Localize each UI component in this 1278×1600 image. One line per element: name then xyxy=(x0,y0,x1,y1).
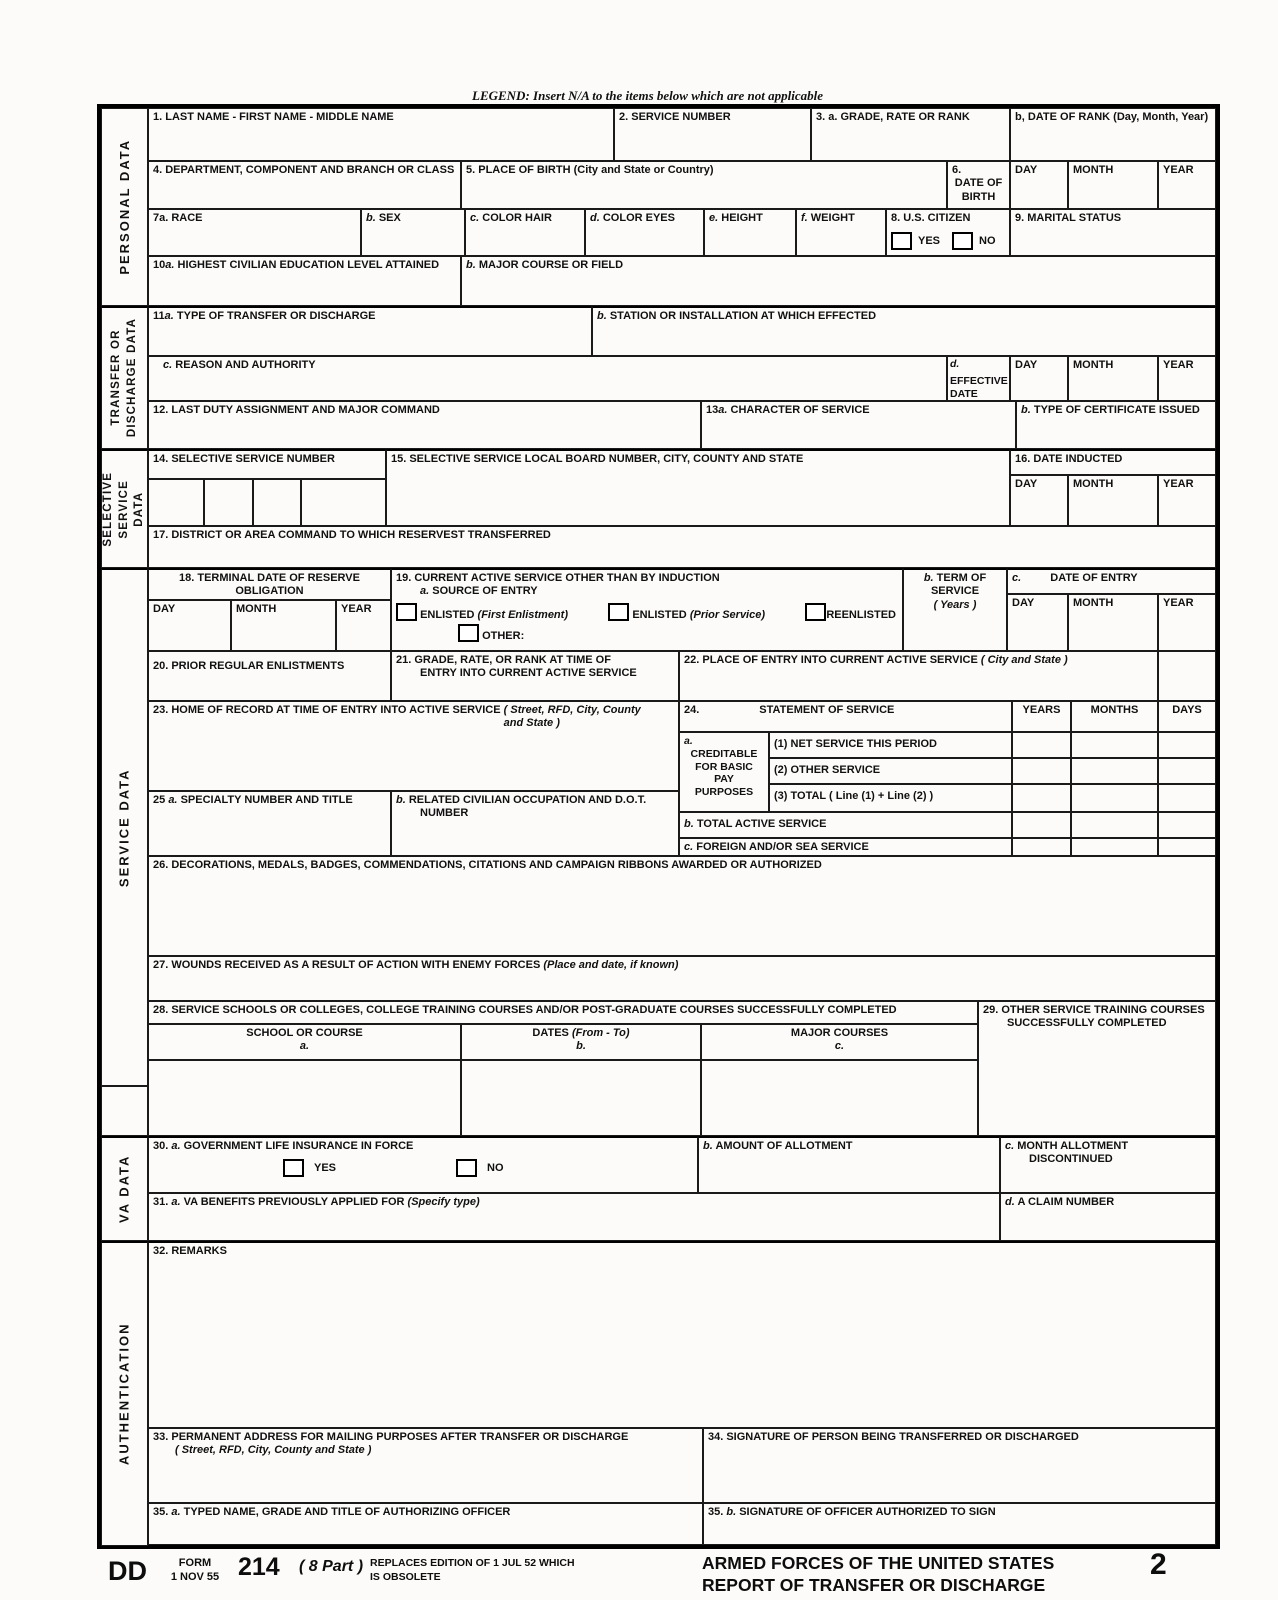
field-sex[interactable] xyxy=(361,209,465,256)
field-current-active-service xyxy=(391,568,903,651)
total-years-cell[interactable] xyxy=(1012,784,1071,812)
form-part-count: ( 8 Part ) xyxy=(299,1558,364,1575)
field-date-of-birth-num: 6. xyxy=(952,164,962,176)
statement-days-header: DAYS xyxy=(1158,701,1216,732)
section-label-transfer-discharge-data: TRANSFER OR DISCHARGE DATA xyxy=(101,306,148,449)
form-title: ARMED FORCES OF THE UNITED STATES REPORT OF TRANSFER OR DISCHARGE xyxy=(702,1553,1055,1595)
field-month-allotment-discontinued[interactable] xyxy=(1000,1136,1216,1193)
field-race-label: 7a. RACE xyxy=(153,212,203,224)
field-va-benefits-label: 31. a. VA BENEFITS PREVIOUSLY APPLIED FOR (Specify type) xyxy=(153,1196,480,1208)
terminal-year-cell[interactable] xyxy=(336,600,391,651)
foreign-sea-years-cell[interactable] xyxy=(1012,838,1071,856)
inducted-month-cell[interactable] xyxy=(1068,475,1158,526)
field-typed-name-authorizing-officer[interactable] xyxy=(148,1503,703,1545)
citizen-yes-label: YES xyxy=(918,234,941,247)
terminal-day-cell[interactable] xyxy=(148,600,231,651)
field-service-schools-label: 28. SERVICE SCHOOLS OR COLLEGES, COLLEGE TRAINING COURSES AND/OR POST-GRADUATE COURSES SUCCESSFULLY COMPLETED xyxy=(153,1004,897,1016)
inducted-year-label: YEAR xyxy=(1163,478,1194,490)
field-home-record-label: 23. HOME OF RECORD AT TIME OF ENTRY INTO ACTIVE SERVICE ( Street, RFD, City, County and State ) xyxy=(153,704,641,730)
statement-creditable-cell: a. CREDITABLE FOR BASIC PAY PURPOSES xyxy=(679,732,769,812)
field-month-discontinued-label: c. MONTH ALLOTMENT DISCONTINUED xyxy=(1005,1140,1129,1166)
field-other-service-training[interactable] xyxy=(978,1001,1216,1136)
field-service-number-label: 2. SERVICE NUMBER xyxy=(619,111,731,123)
field-station-label: b. STATION OR INSTALLATION AT WHICH EFFECTED xyxy=(597,310,877,322)
field-height-label: e. HEIGHT xyxy=(709,212,763,224)
field-reason-label: c. REASON AND AUTHORITY xyxy=(163,359,316,371)
field-dot-label: b. RELATED CIVILIAN OCCUPATION AND D.O.T. NUMBER xyxy=(396,794,647,820)
statement-other-service-label: (2) OTHER SERVICE xyxy=(769,758,1012,784)
field-date-inducted-label-cell xyxy=(1010,449,1216,475)
other-label: OTHER: xyxy=(482,630,525,643)
field-19-label: 19. CURRENT ACTIVE SERVICE OTHER THAN BY INDUCTION xyxy=(396,572,720,584)
inducted-day-label: DAY xyxy=(1015,478,1038,490)
field-height[interactable] xyxy=(704,209,796,256)
field-place-entry-label: 22. PLACE OF ENTRY INTO CURRENT ACTIVE SERVICE ( City and State ) xyxy=(684,654,1068,666)
field-last-duty-label: 12. LAST DUTY ASSIGNMENT AND MAJOR COMMAND xyxy=(153,404,440,416)
field-highest-civilian-education[interactable] xyxy=(148,256,461,306)
total-active-years-cell[interactable] xyxy=(1012,812,1071,838)
statement-title: STATEMENT OF SERVICE xyxy=(759,704,895,716)
other-checkbox[interactable] xyxy=(458,624,479,642)
field-marital-status-label: 9. MARITAL STATUS xyxy=(1015,212,1122,224)
major-courses-body-cell[interactable] xyxy=(701,1060,978,1136)
entry-year-label: YEAR xyxy=(1163,597,1194,609)
field-sex-label: b. SEX xyxy=(366,212,401,224)
field-date-entry-letter: c. xyxy=(1012,572,1022,584)
field-character-label: 13a. CHARACTER OF SERVICE xyxy=(706,404,870,416)
field-type-certificate-issued[interactable] xyxy=(1016,401,1216,449)
insurance-yes-checkbox[interactable] xyxy=(283,1159,304,1177)
field-major-course-label: b. MAJOR COURSE OR FIELD xyxy=(466,259,624,271)
enlisted-first-note: (First Enlistment) xyxy=(477,608,568,621)
field-service-schools-header xyxy=(148,1001,978,1024)
field-wounds-received[interactable] xyxy=(148,956,1216,1001)
ss-number-box-4[interactable] xyxy=(301,479,386,526)
citizen-no-label: NO xyxy=(979,234,996,247)
enlisted-first-checkbox[interactable] xyxy=(396,603,417,621)
entry-month-label: MONTH xyxy=(1073,597,1114,609)
entry-year-cell[interactable] xyxy=(1158,594,1216,651)
field-race[interactable] xyxy=(148,209,361,256)
field-place-of-birth[interactable] xyxy=(461,161,947,209)
field-major-course-or-field[interactable] xyxy=(461,256,1216,306)
effective-year-cell[interactable] xyxy=(1158,356,1216,401)
net-service-months-cell[interactable] xyxy=(1071,732,1158,758)
field-va-benefits-applied[interactable] xyxy=(148,1193,1000,1241)
field-date-of-entry-label-cell xyxy=(1007,568,1216,594)
field-date-entry-label: DATE OF ENTRY xyxy=(1050,572,1138,584)
school-or-course-body-cell[interactable] xyxy=(148,1060,461,1136)
foreign-sea-days-cell[interactable] xyxy=(1158,838,1216,856)
field-government-life-insurance xyxy=(148,1136,698,1193)
birth-day-cell[interactable] xyxy=(1010,161,1068,209)
field-term-label: b. TERM OF SERVICE xyxy=(923,572,987,598)
form-dd-mark: DD xyxy=(108,1556,147,1586)
field-station-installation-effected[interactable] xyxy=(592,306,1216,356)
field-color-eyes-label: d. COLOR EYES xyxy=(590,212,675,224)
effective-month-label: MONTH xyxy=(1073,359,1114,371)
entry-day-cell[interactable] xyxy=(1007,594,1068,651)
field-grade-rate-rank-label: 3. a. GRADE, RATE OR RANK xyxy=(816,111,970,123)
section-label-spacer xyxy=(101,1086,148,1136)
field-grade-rate-rank[interactable] xyxy=(811,108,1010,161)
field-typed-name-label: 35. a. TYPED NAME, GRADE AND TITLE OF AUTHORIZING OFFICER xyxy=(153,1506,511,1518)
ss-number-box-1[interactable] xyxy=(148,479,204,526)
field-date-of-rank[interactable] xyxy=(1010,108,1216,161)
field-last-first-middle-name[interactable] xyxy=(148,108,614,161)
field-permanent-address[interactable] xyxy=(148,1428,703,1503)
place-entry-spare-cell[interactable] xyxy=(1158,651,1216,701)
section-label-authentication: AUTHENTICATION xyxy=(101,1241,148,1546)
field-color-hair[interactable] xyxy=(465,209,585,256)
foreign-sea-months-cell[interactable] xyxy=(1071,838,1158,856)
field-insurance-label: 30. a. GOVERNMENT LIFE INSURANCE IN FORCE xyxy=(153,1140,414,1152)
field-department-component-branch[interactable] xyxy=(148,161,461,209)
reenlisted-label: REENLISTED xyxy=(826,608,896,621)
field-prior-enlistments-label: 20. PRIOR REGULAR ENLISTMENTS xyxy=(153,660,345,672)
field-prior-regular-enlistments[interactable] xyxy=(148,651,391,701)
field-reason-and-authority[interactable] xyxy=(148,356,947,401)
form-edition-block: FORM 1 NOV 55 xyxy=(170,1557,220,1584)
field-place-of-birth-label: 5. PLACE OF BIRTH (City and State or Country) xyxy=(466,164,714,176)
page-number: 2 xyxy=(1150,1548,1167,1581)
effective-day-label: DAY xyxy=(1015,359,1038,371)
major-courses-column-header: MAJOR COURSES c. xyxy=(701,1024,978,1060)
field-remarks-label: 32. REMARKS xyxy=(153,1245,227,1257)
field-color-hair-label: c. COLOR HAIR xyxy=(470,212,552,224)
terminal-year-label: YEAR xyxy=(341,603,372,615)
field-21-line2: ENTRY INTO CURRENT ACTIVE SERVICE xyxy=(420,667,637,680)
dates-body-cell[interactable] xyxy=(461,1060,701,1136)
field-effective-date-label: EFFECTIVE DATE xyxy=(950,374,1008,400)
enlisted-prior-checkbox[interactable] xyxy=(608,603,629,621)
enlisted-first-label: ENLISTED xyxy=(420,608,475,621)
section-label-service-data: SERVICE DATA xyxy=(101,568,148,1086)
citizen-yes-checkbox[interactable] xyxy=(891,232,912,250)
total-active-months-cell[interactable] xyxy=(1071,812,1158,838)
field-decorations-medals[interactable] xyxy=(148,856,1216,956)
field-terminal-date-reserve-label-cell xyxy=(148,568,391,600)
field-specialty-label: 25 a. SPECIALTY NUMBER AND TITLE xyxy=(153,794,353,806)
enlisted-prior-note: (Prior Service) xyxy=(689,608,766,621)
statement-num: 24. xyxy=(684,704,700,716)
field-specialty-number-title[interactable] xyxy=(148,791,391,856)
total-days-cell[interactable] xyxy=(1158,784,1216,812)
birth-day-label: DAY xyxy=(1015,164,1038,176)
field-21-line1: 21. GRADE, RATE, OR RANK AT TIME OF xyxy=(396,654,611,666)
field-va-claim-number[interactable] xyxy=(1000,1193,1216,1241)
field-signature-person-label: 34. SIGNATURE OF PERSON BEING TRANSFERRED OR DISCHARGED xyxy=(708,1431,1079,1443)
statement-net-service-label: (1) NET SERVICE THIS PERIOD xyxy=(769,732,1012,758)
entry-month-cell[interactable] xyxy=(1068,594,1158,651)
field-related-civilian-occupation[interactable] xyxy=(391,791,679,856)
field-term-note: ( Years ) xyxy=(933,598,977,611)
field-place-of-entry[interactable] xyxy=(679,651,1158,701)
field-selective-service-number-label-cell xyxy=(148,449,386,479)
field-effective-date-letter: d. xyxy=(950,358,960,370)
reenlisted-checkbox[interactable] xyxy=(805,603,826,621)
field-date-inducted-label: 16. DATE INDUCTED xyxy=(1015,453,1123,465)
form-grid xyxy=(97,104,1220,1549)
field-local-board-label: 15. SELECTIVE SERVICE LOCAL BOARD NUMBER, CITY, COUNTY AND STATE xyxy=(391,453,804,465)
total-months-cell[interactable] xyxy=(1071,784,1158,812)
field-certificate-label: b. TYPE OF CERTIFICATE ISSUED xyxy=(1021,404,1200,416)
citizen-no-checkbox[interactable] xyxy=(952,232,973,250)
other-service-years-cell[interactable] xyxy=(1012,758,1071,784)
field-us-citizen-label: 8. U.S. CITIZEN xyxy=(891,212,971,224)
field-character-of-service[interactable] xyxy=(701,401,1016,449)
terminal-month-label: MONTH xyxy=(236,603,277,615)
field-19-source-of-entry: a. SOURCE OF ENTRY xyxy=(420,585,538,598)
terminal-month-cell[interactable] xyxy=(231,600,336,651)
field-remarks[interactable] xyxy=(148,1241,1216,1428)
field-weight[interactable] xyxy=(796,209,886,256)
field-home-of-record[interactable] xyxy=(148,701,679,791)
field-department-label: 4. DEPARTMENT, COMPONENT AND BRANCH OR CLASS xyxy=(153,164,455,176)
section-label-va-data: VA DATA xyxy=(101,1136,148,1241)
field-terminal-line2: OBLIGATION xyxy=(235,585,304,598)
field-decorations-label: 26. DECORATIONS, MEDALS, BADGES, COMMENDATIONS, CITATIONS AND CAMPAIGN RIBBONS AWARDED OR AUTHORIZED xyxy=(153,859,822,871)
statement-of-service-header xyxy=(679,701,1012,732)
insurance-no-label: NO xyxy=(487,1161,504,1174)
effective-day-cell[interactable] xyxy=(1010,356,1068,401)
section-label-personal-data: PERSONAL DATA xyxy=(101,108,148,306)
statement-years-header: YEARS xyxy=(1012,701,1071,732)
other-service-months-cell[interactable] xyxy=(1071,758,1158,784)
field-district-label: 17. DISTRICT OR AREA COMMAND TO WHICH RESERVEST TRANSFERRED xyxy=(153,529,551,541)
entry-day-label: DAY xyxy=(1012,597,1035,609)
terminal-day-label: DAY xyxy=(153,603,176,615)
field-signature-person-transferred[interactable] xyxy=(703,1428,1216,1503)
field-district-area-command[interactable] xyxy=(148,526,1216,568)
field-type-transfer-label: 11a. TYPE OF TRANSFER OR DISCHARGE xyxy=(153,310,376,322)
field-type-of-transfer-discharge[interactable] xyxy=(148,306,592,356)
field-permanent-address-note: ( Street, RFD, City, County and State ) xyxy=(175,1444,372,1457)
field-terminal-line1: 18. TERMINAL DATE OF RESERVE xyxy=(179,572,360,584)
field-date-of-rank-label: b, DATE OF RANK (Day, Month, Year) xyxy=(1015,111,1209,123)
birth-month-label: MONTH xyxy=(1073,164,1114,176)
birth-year-cell[interactable] xyxy=(1158,161,1216,209)
field-last-duty-assignment[interactable] xyxy=(148,401,701,449)
field-wounds-label: 27. WOUNDS RECEIVED AS A RESULT OF ACTION WITH ENEMY FORCES (Place and date, if known) xyxy=(153,959,679,971)
field-education-label: 10a. HIGHEST CIVILIAN EDUCATION LEVEL ATTAINED xyxy=(153,259,440,271)
foreign-sea-service-label: c. FOREIGN AND/OR SEA SERVICE xyxy=(679,838,1012,856)
form-number: 214 xyxy=(238,1553,280,1581)
inducted-day-cell[interactable] xyxy=(1010,475,1068,526)
field-marital-status[interactable] xyxy=(1010,209,1216,256)
field-amount-of-allotment[interactable] xyxy=(698,1136,1000,1193)
field-grade-rank-at-entry[interactable] xyxy=(391,651,679,701)
ss-number-box-3[interactable] xyxy=(253,479,301,526)
net-service-days-cell[interactable] xyxy=(1158,732,1216,758)
dates-column-header: DATES (From - To) b. xyxy=(461,1024,701,1060)
ss-number-box-2[interactable] xyxy=(204,479,253,526)
field-allotment-label: b. AMOUNT OF ALLOTMENT xyxy=(703,1140,853,1152)
statement-total-label: (3) TOTAL ( Line (1) + Line (2) ) xyxy=(769,784,1012,812)
insurance-no-checkbox[interactable] xyxy=(456,1159,477,1177)
total-active-service-label: b. TOTAL ACTIVE SERVICE xyxy=(679,812,1012,838)
field-signature-officer-label: 35. b. SIGNATURE OF OFFICER AUTHORIZED TO SIGN xyxy=(708,1506,996,1518)
field-signature-officer-authorized[interactable] xyxy=(703,1503,1216,1545)
field-service-number[interactable] xyxy=(614,108,811,161)
birth-year-label: YEAR xyxy=(1163,164,1194,176)
effective-month-cell[interactable] xyxy=(1068,356,1158,401)
enlisted-prior-label: ENLISTED xyxy=(632,608,687,621)
birth-month-cell[interactable] xyxy=(1068,161,1158,209)
total-active-days-cell[interactable] xyxy=(1158,812,1216,838)
school-or-course-column-header: SCHOOL OR COURSE a. xyxy=(148,1024,461,1060)
inducted-year-cell[interactable] xyxy=(1158,475,1216,526)
field-last-first-middle-name-label: 1. LAST NAME - FIRST NAME - MIDDLE NAME xyxy=(153,111,394,123)
field-ss-number-label: 14. SELECTIVE SERVICE NUMBER xyxy=(153,453,335,465)
field-other-training-label: 29. OTHER SERVICE TRAINING COURSES SUCCESSFULLY COMPLETED xyxy=(983,1004,1205,1030)
field-effective-date[interactable] xyxy=(947,356,1010,401)
field-date-of-birth-label: DATE OF BIRTH xyxy=(954,177,1003,203)
field-claim-number-label: d. A CLAIM NUMBER xyxy=(1005,1196,1115,1208)
field-local-board-number[interactable] xyxy=(386,449,1010,526)
field-weight-label: f. WEIGHT xyxy=(801,212,855,224)
field-us-citizen xyxy=(886,209,1010,256)
field-permanent-address-label: 33. PERMANENT ADDRESS FOR MAILING PURPOSES AFTER TRANSFER OR DISCHARGE xyxy=(153,1431,629,1443)
section-label-selective-service-data: SELECTIVE SERVICE DATA xyxy=(101,449,148,568)
insurance-yes-label: YES xyxy=(314,1161,337,1174)
inducted-month-label: MONTH xyxy=(1073,478,1114,490)
other-service-days-cell[interactable] xyxy=(1158,758,1216,784)
effective-year-label: YEAR xyxy=(1163,359,1194,371)
field-date-of-birth[interactable] xyxy=(947,161,1010,209)
net-service-years-cell[interactable] xyxy=(1012,732,1071,758)
field-term-of-service[interactable] xyxy=(903,568,1007,651)
legend-text: LEGEND: Insert N/A to the items below which are not applicable xyxy=(472,88,824,103)
field-color-eyes[interactable] xyxy=(585,209,704,256)
statement-months-header: MONTHS xyxy=(1071,701,1158,732)
replaces-edition-note: REPLACES EDITION OF 1 JUL 52 WHICH IS OBSOLETE xyxy=(370,1557,575,1584)
